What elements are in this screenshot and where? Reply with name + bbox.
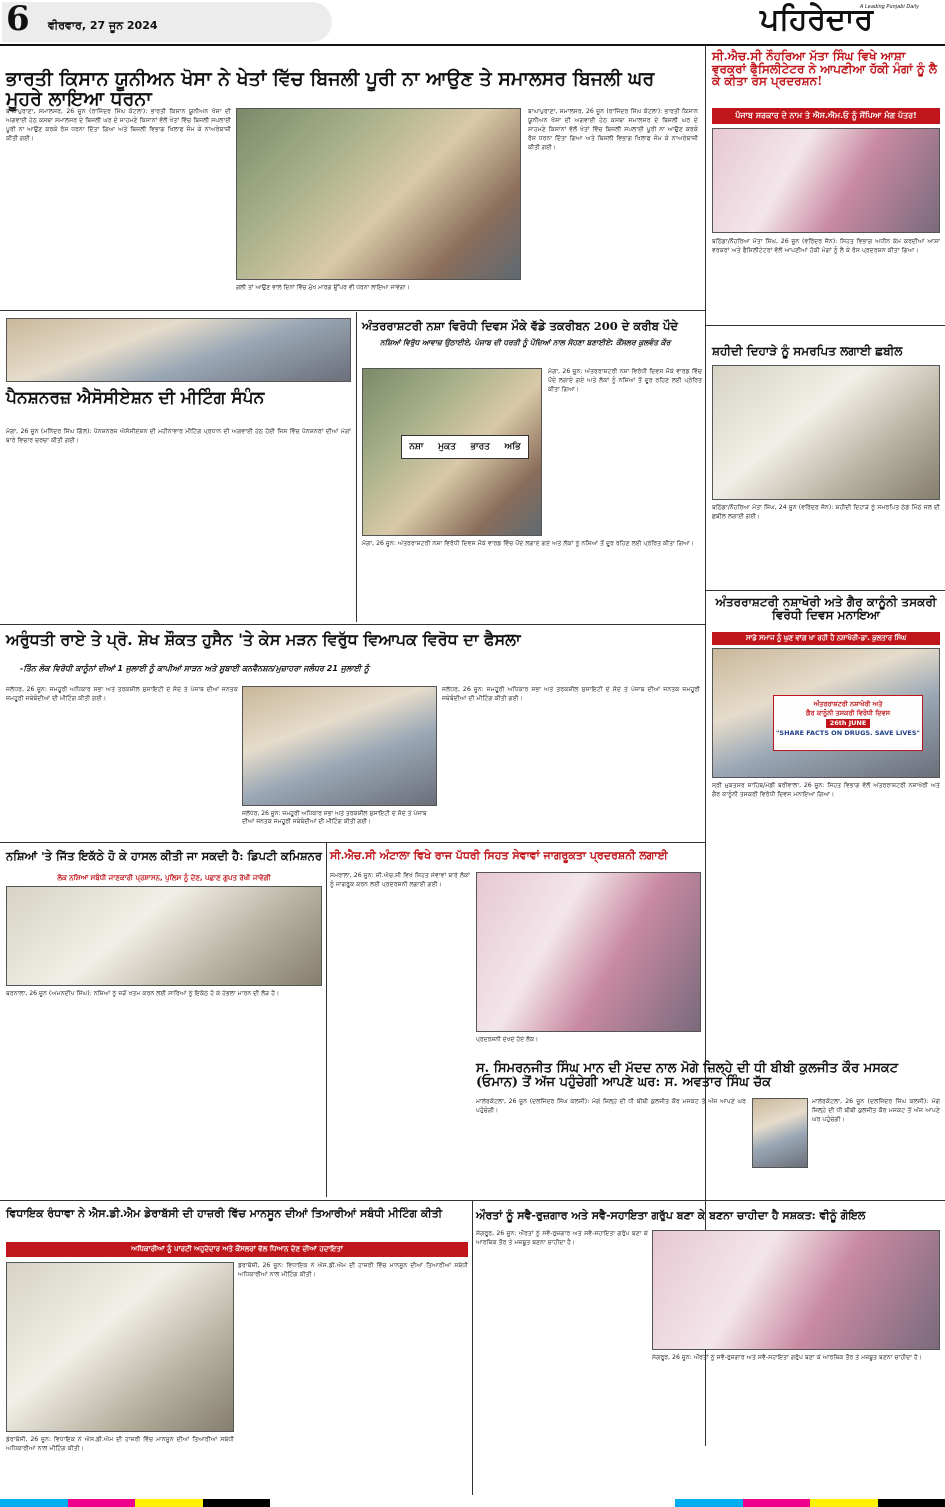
registration-swatch — [68, 1499, 136, 1507]
nursing-subhead: ਪੰਜਾਬ ਸਰਕਾਰ ਦੇ ਨਾਮ ਤੇ ਐਸ.ਐਮ.ਓ ਨੂੰ ਸੌਂਪਿਆ ਮੰਗ ਪੱਤਰ! — [712, 108, 940, 124]
drugs-photo — [362, 368, 542, 536]
arundhati-body-col-2: ਜਲੰਧਰ, 26 ਜੂਨ: ਜਮਹੂਰੀ ਅਧਿਕਾਰ ਸਭਾ ਅਤੇ ਤਰਕਸ਼ੀਲ ਸੁਸਾਇਟੀ ਦੇ ਸੱਦੇ ਤੇ ਪੰਜਾਬ ਦੀਆਂ ਜਨਤਕ ਜਮਹੂਰੀ ਜਥੇਬੰਦੀਆਂ ਦੀ ਮੀਟਿੰਗ ਕੀਤੀ ਗਈ। — [442, 686, 700, 702]
dc-subhead: ਲੋਕ ਨਸ਼ਿਆਂ ਸਬੰਧੀ ਜਾਣਕਾਰੀ ਪ੍ਰਸ਼ਾਸਨ, ਪੁਲਿਸ ਨੂੰ ਦੇਣ, ਪਛਾਣ ਗੁਪਤ ਰੱਖੀ ਜਾਵੇਗੀ — [57, 874, 271, 882]
drugs-body: ਮੋਗਾ, 26 ਜੂਨ: ਅੰਤਰਰਾਸ਼ਟਰੀ ਨਸ਼ਾ ਵਿਰੋਧੀ ਦਿਵਸ ਮੌਕੇ ਵਾਰਡ ਵਿੱਚ ਪੌਦੇ ਲਗਾਏ ਗਏ ਅਤੇ ਲੋਕਾਂ ਨੂੰ ਨਸ਼ਿਆਂ ਤੋਂ ਦੂਰ ਰਹਿਣ ਲਈ ਪ੍ਰੇਰਿਤ ਕੀਤਾ ਗਿਆ। — [548, 368, 702, 393]
registration-bar — [0, 1499, 945, 1507]
arundhati-headline: ਅਰੁੰਧਤੀ ਰਾਏ ਤੇ ਪ੍ਰੋ. ਸ਼ੇਖ ਸ਼ੌਕਤ ਹੁਸੈਨ 'ਤੇ ਕੇਸ ਮੜਨ ਵਿਰੁੱਧ ਵਿਆਪਕ ਵਿਰੋਧ ਦਾ ਫੈਸਲਾ — [6, 630, 521, 649]
shaheedi-headline: ਸ਼ਹੀਦੀ ਦਿਹਾੜੇ ਨੂੰ ਸਮਰਪਿਤ ਲਗਾਈ ਛਬੀਲ — [712, 344, 903, 358]
dc-headline: ਨਸ਼ਿਆਂ 'ਤੇ ਜਿੱਤ ਇਕੱਠੇ ਹੋ ਕੇ ਹਾਸਲ ਕੀਤੀ ਜਾ ਸਕਦੀ ਹੈ: ਡਿਪਟੀ ਕਮਿਸ਼ਨਰ — [6, 849, 322, 863]
arundhati-subhead: -ਤਿੰਨ ਲੋਕ ਵਿਰੋਧੀ ਕਾਨੂੰਨਾਂ ਦੀਆਂ 1 ਜੁਲਾਈ ਨੂੰ ਕਾਪੀਆਂ ਸਾੜਨ ਅਤੇ ਸੂਬਾਈ ਕਨਵੈਨਸ਼ਨ/ਮੁਜ਼ਾਹਰਾ ਜਲੰਧਰ 21 ਜੁਲਾਈ ਨੂੰ — [20, 664, 370, 673]
pensioners-body: ਮੋਗਾ, 26 ਜੂਨ (ਮਨਿੰਦਰ ਸਿੰਘ ਗਿੱਲ): ਪੈਨਸ਼ਨਰਜ਼ ਐਸੋਸੀਏਸ਼ਨ ਦੀ ਮਹੀਨਾਵਾਰ ਮੀਟਿੰਗ ਪ੍ਰਧਾਨ ਦੀ ਅਗਵਾਈ ਹੇਠ ਹੋਈ ਜਿਸ ਵਿੱਚ ਪੈਨਸ਼ਨਰਾਂ ਦੀਆਂ ਮੰਗਾਂ ਬਾਰੇ ਵਿਚਾਰ ਚਰਚਾ ਕੀਤੀ ਗਈ। — [6, 428, 351, 444]
pensioners-headline: ਪੈਨਸ਼ਨਰਜ਼ ਐਸੋਸੀਏਸ਼ਨ ਦੀ ਮੀਟਿੰਗ ਸੰਪੰਨ — [6, 388, 265, 408]
board-word: ਅਭਿ — [504, 442, 521, 452]
registration-swatch — [743, 1499, 811, 1507]
banner-line: ਗੈਰ ਕਾਨੂੰਨੀ ਤਸਕਰੀ ਵਿਰੋਧੀ ਦਿਵਸ — [805, 709, 891, 718]
mla-body-lower: ਡੇਰਾਬੱਸੀ, 26 ਜੂਨ: ਵਿਧਾਇਕ ਨੇ ਐਸ.ਡੀ.ਐਮ ਦੀ ਹਾਜ਼ਰੀ ਵਿੱਚ ਮਾਨਸੂਨ ਦੀਆਂ ਤਿਆਰੀਆਂ ਸਬੰਧੀ ਅਧਿਕਾਰੀਆਂ ਨਾਲ ਮੀਟਿੰਗ ਕੀਤੀ। — [6, 1436, 234, 1452]
registration-swatch — [203, 1499, 271, 1507]
divider — [0, 624, 705, 625]
women-body-2: ਸੰਗਰੂਰ, 26 ਜੂਨ: ਔਰਤਾਂ ਨੂੰ ਸਵੈ-ਰੁਜ਼ਗਾਰ ਅਤੇ ਸਵੈ-ਸਹਾਇਤਾ ਗਰੁੱਪ ਬਣਾ ਕੇ ਆਰਥਿਕ ਤੌਰ ਤੇ ਮਜ਼ਬੂਤ ਬਣਨਾ ਚਾਹੀਦਾ ਹੈ। — [652, 1354, 922, 1361]
shaheedi-body: ਬਠਿੰਡਾ/ਨੌਹਰਿਆ ਮੱਤਾ ਸਿੰਘ, 24 ਜੂਨ (ਵਰਿੰਦਰ ਜੈਨ): ਸ਼ਹੀਦੀ ਦਿਹਾੜੇ ਨੂੰ ਸਮਰਪਿਤ ਠੰਡੇ ਮਿੱਠੇ ਜਲ ਦੀ ਛਬੀਲ ਲਗਾਈ ਗਈ। — [712, 504, 940, 520]
chc-photo — [476, 872, 701, 1032]
intl-day-photo — [712, 648, 940, 778]
women-photo — [652, 1230, 940, 1350]
mla-photo — [6, 1262, 234, 1432]
page-header — [0, 0, 945, 46]
registration-swatch — [135, 1499, 203, 1507]
kisan-photo — [236, 108, 521, 280]
kuljit-body: ਮਾਲੇਰਕੋਟਲਾ, 26 ਜੂਨ (ਦਲਜਿੰਦਰ ਸਿੰਘ ਕਲਸੀ): ਮੋਗੇ ਜ਼ਿਲ੍ਹੇ ਦੀ ਧੀ ਬੀਬੀ ਕੁਲਜੀਤ ਕੌਰ ਮਸਕਟ ਤੋਂ ਅੱਜ ਆਪਣੇ ਘਰ ਪਹੁੰਚੇਗੀ। — [476, 1098, 746, 1114]
photo-banner — [773, 695, 923, 751]
nursing-body: ਬਠਿੰਡਾ/ਨੌਹਰਿਆ ਮੱਤਾ ਸਿੰਘ, 26 ਜੂਨ (ਵਰਿੰਦਰ ਜੈਨ): ਸਿਹਤ ਵਿਭਾਗ ਅਧੀਨ ਕੰਮ ਕਰਦੀਆਂ ਆਸ਼ਾ ਵਰਕਰਾਂ ਅਤੇ ਫੈਸਿਲੀਟੇਟਰਾਂ ਵੱਲੋਂ ਆਪਣੀਆਂ ਹੱਕੀ ਮੰਗਾਂ ਨੂੰ ਲੈ ਕੇ ਰੋਸ ਪ੍ਰਦਰਸ਼ਨ ਕੀਤਾ ਗਿਆ। — [712, 238, 940, 254]
pensioners-photo — [6, 318, 351, 382]
registration-swatch — [810, 1499, 878, 1507]
photo-sign-board — [401, 435, 529, 459]
divider — [705, 325, 945, 326]
drugs-body-lower: ਮੋਗਾ, 26 ਜੂਨ: ਅੰਤਰਰਾਸ਼ਟਰੀ ਨਸ਼ਾ ਵਿਰੋਧੀ ਦਿਵਸ ਮੌਕੇ ਵਾਰਡ ਵਿੱਚ ਪੌਦੇ ਲਗਾਏ ਗਏ ਅਤੇ ਲੋਕਾਂ ਨੂੰ ਨਸ਼ਿਆਂ ਤੋਂ ਦੂਰ ਰਹਿਣ ਲਈ ਪ੍ਰੇਰਿਤ ਕੀਤਾ ਗਿਆ। — [362, 540, 695, 547]
mla-headline: ਵਿਧਾਇਕ ਰੰਧਾਵਾ ਨੇ ਐਸ.ਡੀ.ਐਮ ਡੇਰਾਬੱਸੀ ਦੀ ਹਾਜ਼ਰੀ ਵਿੱਚ ਮਾਨਸੂਨ ਦੀਆਂ ਤਿਆਰੀਆਂ ਸਬੰਧੀ ਮੀਟਿੰਗ ਕੀਤੀ — [6, 1207, 443, 1220]
chc-caption: ਪ੍ਰਦਰਸ਼ਨੀ ਦੇਖਦੇ ਹੋਏ ਲੋਕ। — [476, 1036, 539, 1043]
women-headline: ਔਰਤਾਂ ਨੂੰ ਸਵੈ-ਰੁਜ਼ਗਾਰ ਅਤੇ ਸਵੈ-ਸਹਾਇਤਾ ਗਰੁੱਪ ਬਣਾ ਕੇ ਬਣਨਾ ਚਾਹੀਦਾ ਹੈ ਸਸ਼ਕਤ: ਵੀਨੂੰ ਗੋਇਲ — [476, 1209, 866, 1222]
mla-subhead: ਅਧਿਕਾਰੀਆਂ ਨੂੰ ਪਾਰਟੀ ਅਹੁਦੇਦਾਰ ਅਤੇ ਕੌਂਸਲਰਾਂ ਵੱਲ ਧਿਆਨ ਦੇਣ ਦੀਆਂ ਹਦਾਇਤਾਂ — [6, 1242, 468, 1257]
intl-day-subhead: ਸਾਡੇ ਸਮਾਜ ਨੂੰ ਘੁਣ ਵਾਂਗ ਖਾ ਰਹੀ ਹੈ ਨਸ਼ਾਖੋਰੀ-ਡਾ. ਕੁਲਤਾਰ ਸਿੰਘ — [712, 632, 940, 645]
banner-slogan: "SHARE FACTS ON DRUGS. SAVE LIVES" — [776, 729, 920, 738]
arundhati-caption: ਜਲੰਧਰ, 26 ਜੂਨ: ਜਮਹੂਰੀ ਅਧਿਕਾਰ ਸਭਾ ਅਤੇ ਤਰਕਸ਼ੀਲ ਸੁਸਾਇਟੀ ਦੇ ਸੱਦੇ ਤੇ ਪੰਜਾਬ ਦੀਆਂ ਜਨਤਕ ਜਮਹੂਰੀ ਜਥੇਬੰਦੀਆਂ ਦੀ ਮੀਟਿੰਗ ਕੀਤੀ ਗਈ। — [242, 810, 427, 826]
board-word: ਭਾਰਤ — [470, 442, 490, 452]
dc-photo — [6, 886, 322, 986]
page-number: 6 — [6, 0, 30, 39]
drugs-subhead: ਨਸ਼ਿਆਂ ਵਿਰੁੱਧ ਆਵਾਜ਼ ਉਠਾਈਏ, ਪੰਜਾਬ ਦੀ ਧਰਤੀ ਨੂੰ ਪੌਦਿਆਂ ਨਾਲ ਸੋਹਣਾ ਬਣਾਈਏ: ਕੌਂਸਲਰ ਕੁਲਵੰਤ ਕੌਰ — [380, 338, 671, 347]
registration-swatch — [0, 1499, 68, 1507]
intl-day-body: ਸ੍ਰੀ ਮੁਕਤਸਰ ਸਾਹਿਬ/ਮੰਡੀ ਬਰੀਵਾਲਾ, 26 ਜੂਨ: ਸਿਹਤ ਵਿਭਾਗ ਵੱਲੋਂ ਅੰਤਰਰਾਸ਼ਟਰੀ ਨਸ਼ਾਖੋਰੀ ਅਤੇ ਗੈਰ ਕਾਨੂੰਨੀ ਤਸਕਰੀ ਵਿਰੋਧੀ ਦਿਵਸ ਮਨਾਇਆ ਗਿਆ। — [712, 782, 940, 798]
kuljit-body-2: ਮਾਲੇਰਕੋਟਲਾ, 26 ਜੂਨ (ਦਲਜਿੰਦਰ ਸਿੰਘ ਕਲਸੀ): ਮੋਗੇ ਜ਼ਿਲ੍ਹੇ ਦੀ ਧੀ ਬੀਬੀ ਕੁਲਜੀਤ ਕੌਰ ਮਸਕਟ ਤੋਂ ਅੱਜ ਆਪਣੇ ਘਰ ਪਹੁੰਚੇਗੀ। — [812, 1098, 940, 1123]
header-rule — [0, 44, 945, 46]
dc-body: ਬਰਨਾਲਾ, 26 ਜੂਨ (ਅਮਨਦੀਪ ਸਿੰਘ): ਨਸ਼ਿਆਂ ਨੂੰ ਜੜੋਂ ਖਤਮ ਕਰਨ ਲਈ ਸਾਰਿਆਂ ਨੂੰ ਇਕੱਠੇ ਹੋ ਕੇ ਹੰਭਲਾ ਮਾਰਨ ਦੀ ਲੋੜ ਹੈ। — [6, 990, 280, 997]
arundhati-body-col-1: ਜਲੰਧਰ, 26 ਜੂਨ: ਜਮਹੂਰੀ ਅਧਿਕਾਰ ਸਭਾ ਅਤੇ ਤਰਕਸ਼ੀਲ ਸੁਸਾਇਟੀ ਦੇ ਸੱਦੇ ਤੇ ਪੰਜਾਬ ਦੀਆਂ ਜਨਤਕ ਜਮਹੂਰੀ ਜਥੇਬੰਦੀਆਂ ਦੀ ਮੀਟਿੰਗ ਕੀਤੀ ਗਈ। — [6, 686, 238, 702]
mla-body: ਡੇਰਾਬੱਸੀ, 26 ਜੂਨ: ਵਿਧਾਇਕ ਨੇ ਐਸ.ਡੀ.ਐਮ ਦੀ ਹਾਜ਼ਰੀ ਵਿੱਚ ਮਾਨਸੂਨ ਦੀਆਂ ਤਿਆਰੀਆਂ ਸਬੰਧੀ ਅਧਿਕਾਰੀਆਂ ਨਾਲ ਮੀਟਿੰਗ ਕੀਤੀ। — [238, 1262, 468, 1278]
banner-line: ਅੰਤਰਰਾਸ਼ਟਰੀ ਨਸ਼ਾਖੋਰੀ ਅਤੇ — [813, 700, 883, 708]
divider — [0, 310, 705, 311]
chc-body: ਸਮਰਾਲਾ, 26 ਜੂਨ: ਸੀ.ਐਚ.ਸੀ ਵਿਖੇ ਸਿਹਤ ਸੇਵਾਵਾਂ ਬਾਰੇ ਲੋਕਾਂ ਨੂੰ ਜਾਗਰੂਕ ਕਰਨ ਲਈ ਪ੍ਰਦਰਸ਼ਨੀ ਲਗਾਈ ਗਈ। — [330, 872, 470, 888]
board-word: ਨਸ਼ਾ — [409, 442, 424, 452]
nursing-photo — [712, 128, 940, 233]
drugs-headline: ਅੰਤਰਰਾਸ਼ਟਰੀ ਨਸ਼ਾ ਵਿਰੋਧੀ ਦਿਵਸ ਮੌਕੇ ਵੱਡੇ ਤਕਰੀਬਨ 200 ਦੇ ਕਰੀਬ ਪੌਦੇ — [362, 319, 679, 333]
kuljit-headline: ਸ. ਸਿਮਰਨਜੀਤ ਸਿੰਘ ਮਾਨ ਦੀ ਮੱਦਦ ਨਾਲ ਮੋਗੇ ਜ਼ਿਲ੍ਹੇ ਦੀ ਧੀ ਬੀਬੀ ਕੁਲਜੀਤ ਕੌਰ ਮਸਕਟ (ਓਮਾਨ) ਤੋਂ ਅੱਜ ਪਹੁੰਚੇਗੀ ਆਪਣੇ ਘਰ: ਸ. ਅਵਤਾਰ ਸਿੰਘ ਚੱਕ — [476, 1061, 899, 1090]
kuljit-portrait — [752, 1098, 808, 1168]
kisan-body-col-1: ਬਾਘਾਪੁਰਾਣਾ, ਸਮਾਲਸਰ, 26 ਜੂਨ (ਰਾਜਿੰਦਰ ਸਿੰਘ ਕੋਟਲਾ): ਭਾਰਤੀ ਕਿਸਾਨ ਯੂਨੀਅਨ ਖੋਸਾ ਦੀ ਅਗਵਾਈ ਹੇਠ ਕਸਬਾ ਸਮਾਲਸਰ ਦੇ ਬਿਜਲੀ ਘਰ ਦੇ ਸਾਹਮਣੇ ਕਿਸਾਨਾਂ ਵੱਲੋਂ ਖੇਤਾਂ ਵਿੱਚ ਬਿਜਲੀ ਸਪਲਾਈ ਪੂਰੀ ਨਾ ਆਉਣ ਕਰਕੇ ਰੋਸ ਧਰਨਾ ਦਿੱਤਾ ਗਿਆ ਅਤੇ ਬਿਜਲੀ ਵਿਭਾਗ ਖਿਲਾਫ ਜੰਮ ਕੇ ਨਾਅਰੇਬਾਜ਼ੀ ਕੀਤੀ ਗਈ। — [6, 108, 231, 142]
arundhati-photo — [242, 686, 437, 806]
shaheedi-photo — [712, 365, 940, 500]
tagline: A Leading Punjabi Daily — [860, 4, 920, 10]
women-body: ਸੰਗਰੂਰ, 26 ਜੂਨ: ਔਰਤਾਂ ਨੂੰ ਸਵੈ-ਰੁਜ਼ਗਾਰ ਅਤੇ ਸਵੈ-ਸਹਾਇਤਾ ਗਰੁੱਪ ਬਣਾ ਕੇ ਆਰਥਿਕ ਤੌਰ ਤੇ ਮਜ਼ਬੂਤ ਬਣਨਾ ਚਾਹੀਦਾ ਹੈ। — [476, 1230, 648, 1246]
board-word: ਮੁਕਤ — [438, 442, 456, 452]
divider — [0, 842, 705, 843]
banner-date: 26th JUNE — [826, 719, 871, 728]
intl-day-headline: ਅੰਤਰਰਾਸ਼ਟਰੀ ਨਸ਼ਾਖੋਰੀ ਅਤੇ ਗੈਰ ਕਾਨੂੰਨੀ ਤਸਕਰੀ ਵਿਰੋਧੀ ਦਿਵਸ ਮਨਾਇਆ — [715, 595, 937, 622]
nursing-headline: ਸੀ.ਐਚ.ਸੀ ਨੌਹਰਿਆ ਮੱਤਾ ਸਿੰਘ ਵਿਖੇ ਆਸ਼ਾ ਵਰਕਰਾਂ ਫੈਸਿਲੀਟੇਟਰ ਨੇ ਆਪਣੀਆ ਹੱਕੀ ਮੰਗਾਂ ਨੂੰ ਲੈ ਕੇ ਕੀਤਾ ਰੋਸ ਪ੍ਰਦਰਸ਼ਨ! — [712, 49, 937, 89]
kisan-caption: ਗਲੀ ਤਾਂ ਆਉਣ ਵਾਲੇ ਦਿਨਾਂ ਵਿੱਚ ਮੁੱਖ ਮਾਰਗ ਉੱਪਰ ਵੀ ਧਰਨਾ ਲਾਇਆ ਜਾਵੇਗਾ। — [236, 284, 410, 291]
column-rule — [356, 312, 357, 622]
issue-date: ਵੀਰਵਾਰ, 27 ਜੂਨ 2024 — [48, 19, 158, 32]
kisan-body-col-2: ਬਾਘਾਪੁਰਾਣਾ, ਸਮਾਲਸਰ, 26 ਜੂਨ (ਰਾਜਿੰਦਰ ਸਿੰਘ ਕੋਟਲਾ): ਭਾਰਤੀ ਕਿਸਾਨ ਯੂਨੀਅਨ ਖੋਸਾ ਦੀ ਅਗਵਾਈ ਹੇਠ ਕਸਬਾ ਸਮਾਲਸਰ ਦੇ ਬਿਜਲੀ ਘਰ ਦੇ ਸਾਹਮਣੇ ਕਿਸਾਨਾਂ ਵੱਲੋਂ ਖੇਤਾਂ ਵਿੱਚ ਬਿਜਲੀ ਸਪਲਾਈ ਪੂਰੀ ਨਾ ਆਉਣ ਕਰਕੇ ਰੋਸ ਧਰਨਾ ਦਿੱਤਾ ਗਿਆ ਅਤੇ ਬਿਜਲੀ ਵਿਭਾਗ ਖਿਲਾਫ ਜੰਮ ਕੇ ਨਾਅਰੇਬਾਜ਼ੀ ਕੀਤੀ ਗਈ। — [528, 108, 698, 151]
column-rule — [326, 842, 327, 1197]
registration-swatch — [675, 1499, 743, 1507]
kisan-headline: ਭਾਰਤੀ ਕਿਸਾਨ ਯੂਨੀਅਨ ਖੋਸਾ ਨੇ ਖੇਤਾਂ ਵਿੱਚ ਬਿਜਲੀ ਪੂਰੀ ਨਾ ਆਉਣ ਤੇ ਸਮਾਲਸਰ ਬਿਜਲੀ ਘਰ ਮੂਹਰੇ ਲਾਇਆ ਧਰਨਾ — [6, 68, 655, 110]
column-rule — [472, 1200, 473, 1495]
registration-swatch — [878, 1499, 945, 1507]
chc-headline: ਸੀ.ਐਚ.ਸੀ ਅੰਟਾਲਾ ਵਿਖੇ ਰਾਜ ਪੱਧਰੀ ਸਿਹਤ ਸੇਵਾਵਾਂ ਜਾਗਰੂਕਤਾ ਪ੍ਰਦਰਸ਼ਨੀ ਲਗਾਈ — [330, 849, 668, 862]
masthead: ਪਹਿਰੇਦਾਰ — [760, 2, 874, 37]
divider — [705, 590, 945, 591]
registration-swatch — [270, 1499, 675, 1507]
